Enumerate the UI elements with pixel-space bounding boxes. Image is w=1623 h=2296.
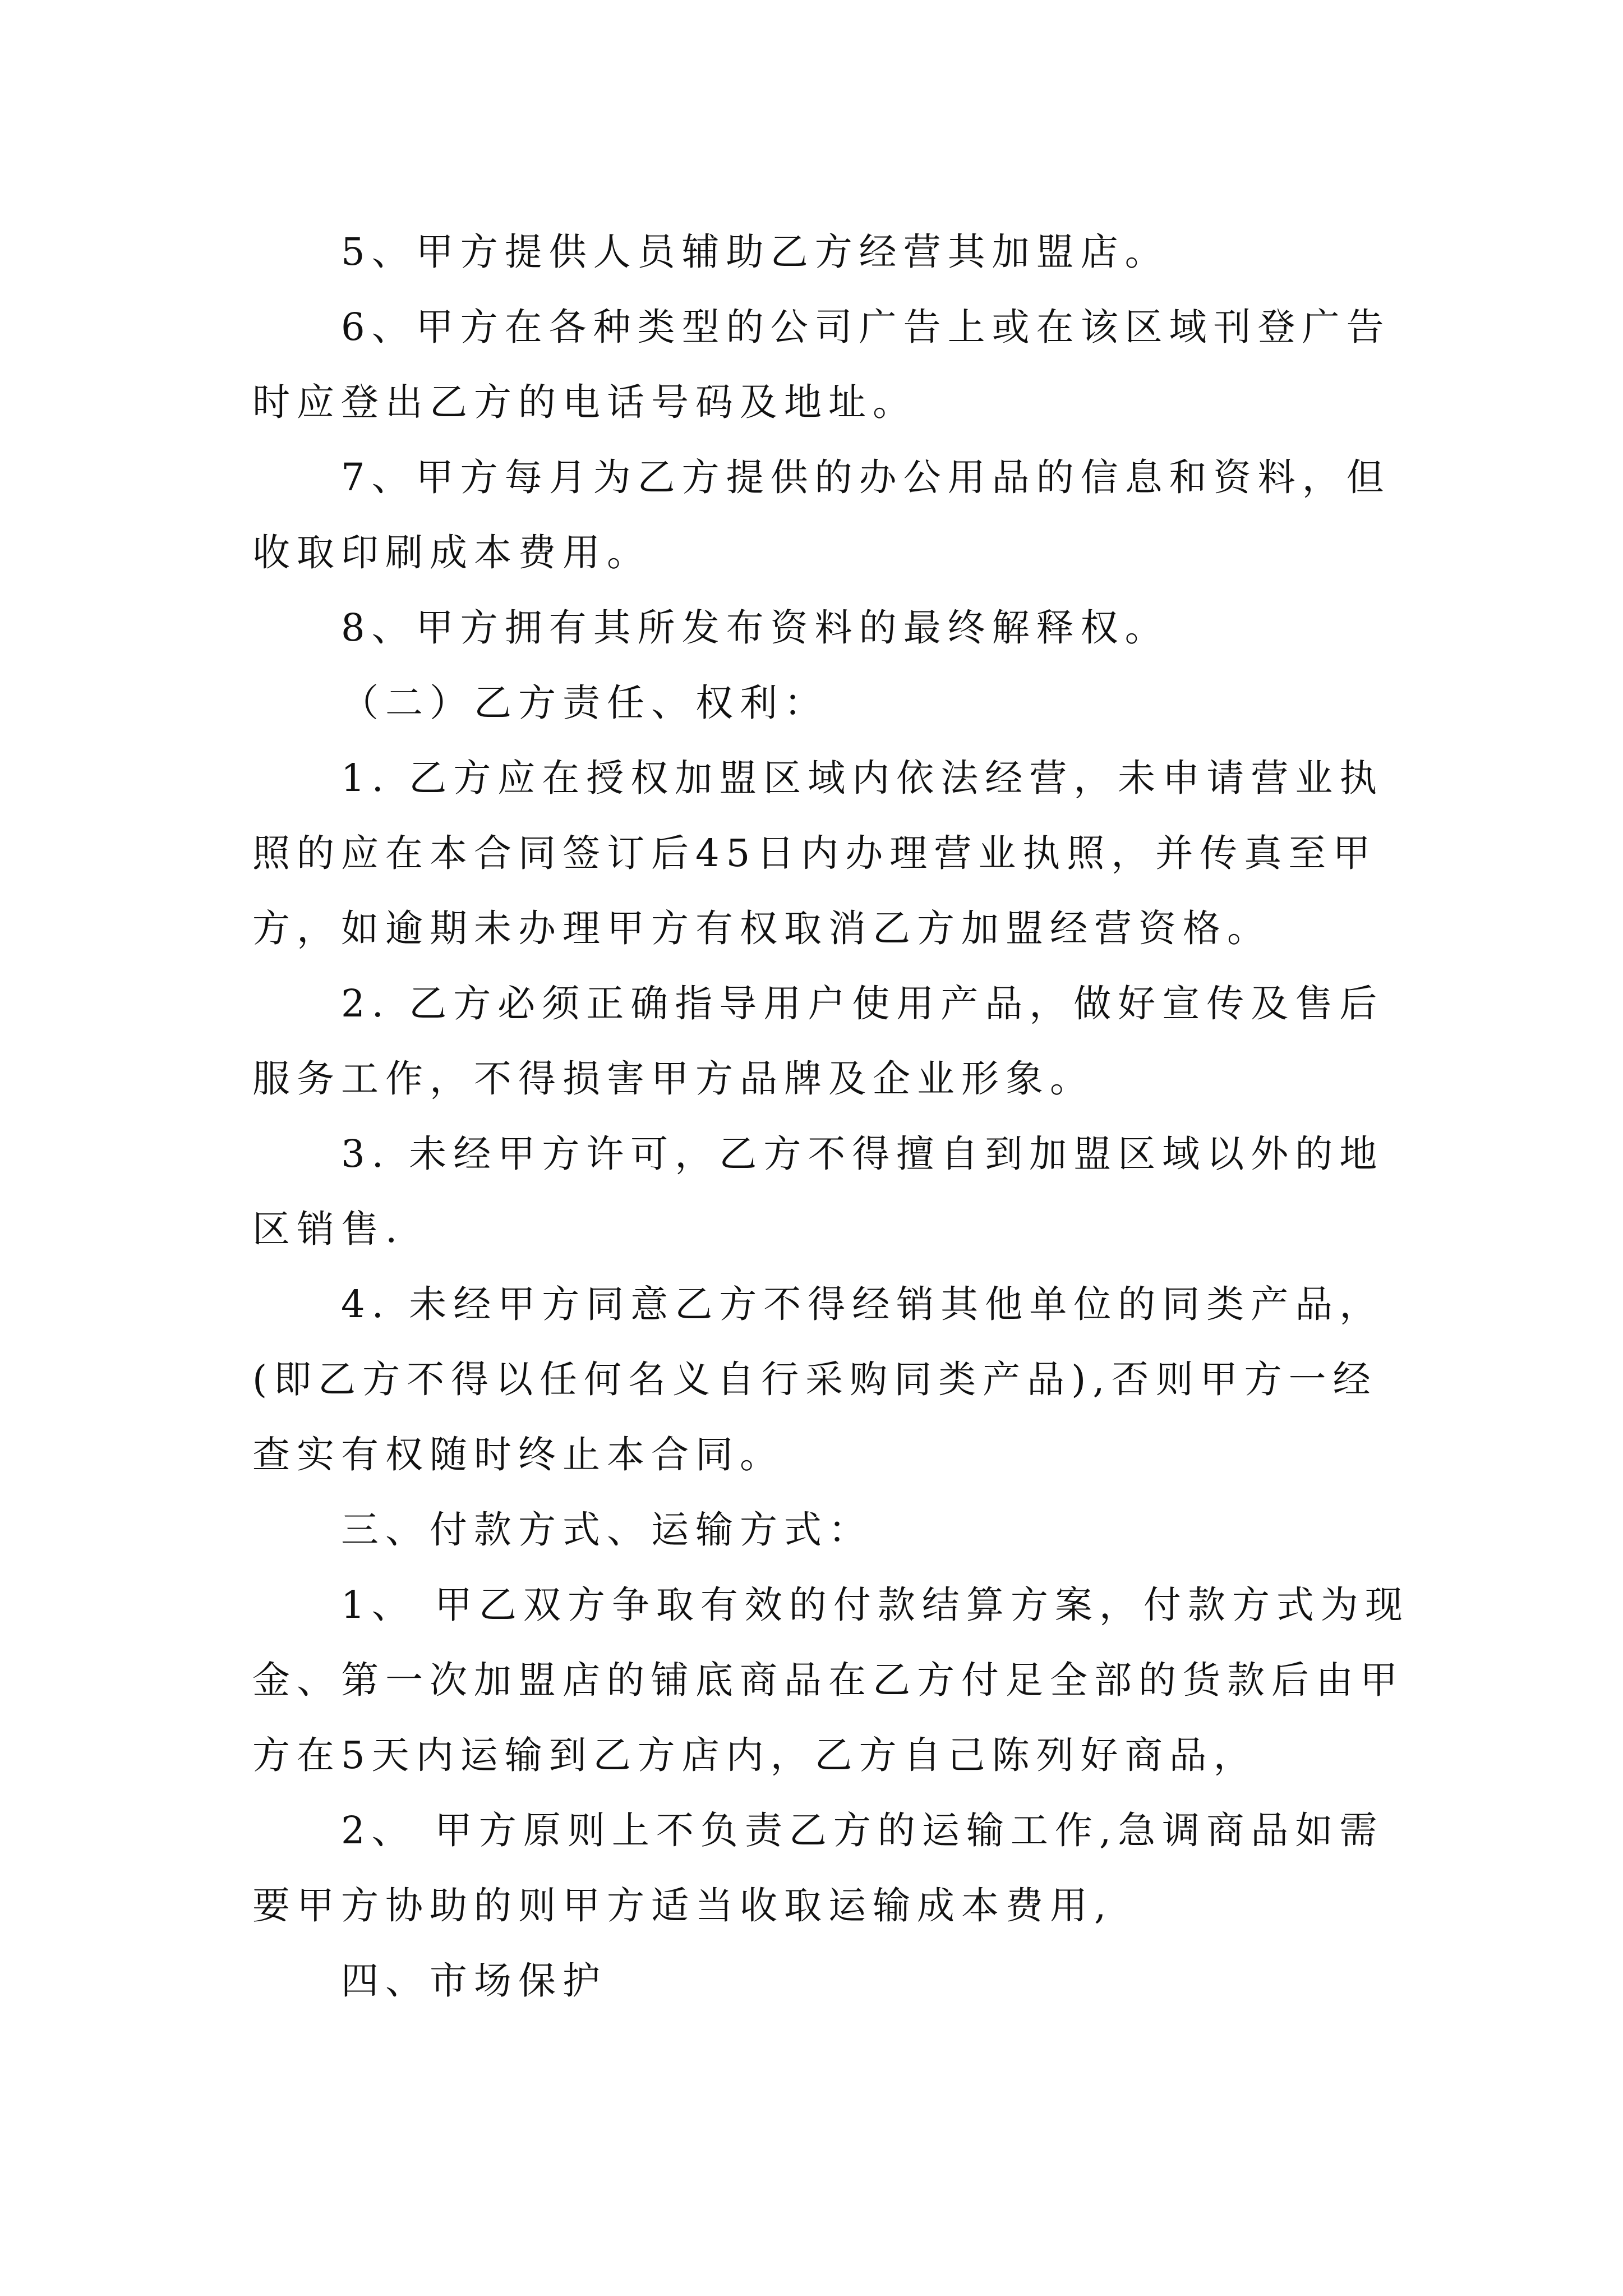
paragraph: [252, 289, 1391, 440]
paragraph: [252, 1793, 1384, 1943]
text-line: (即乙方不得以任何名义自行采购同类产品),否则甲方一经: [252, 1358, 1377, 1401]
text-line: 5、甲方提供人员辅助乙方经营其加盟店。: [341, 230, 1169, 274]
text-line: 2、 甲方原则上不负责乙方的运输工作,急调商品如需: [341, 1809, 1384, 1852]
paragraph: [252, 1567, 1409, 1793]
text-line: 时应登出乙方的电话号码及地址。: [252, 380, 917, 424]
text-line: 要甲方协助的则甲方适当收取运输成本费用,: [252, 1884, 1113, 1927]
text-line: 1. 乙方应在授权加盟区域内依法经营，未申请营业执: [341, 756, 1384, 800]
text-line: 查实有权随时终止本合同。: [252, 1433, 784, 1476]
paragraph: [252, 966, 1384, 1116]
text-line: 金、第一次加盟店的铺底商品在乙方付足全部的货款后由甲: [252, 1658, 1404, 1702]
section-heading: [252, 665, 1380, 740]
paragraph: [252, 590, 1380, 665]
paragraph: [252, 214, 1380, 289]
text-line: 方在5天内运输到乙方店内，乙方自己陈列好商品，: [252, 1733, 1258, 1777]
text-line: 1、 甲乙双方争取有效的付款结算方案，付款方式为现: [341, 1583, 1409, 1627]
text-line: 四、市场保护: [341, 1959, 607, 2003]
text-line: 4. 未经甲方同意乙方不得经销其他单位的同类产品，: [341, 1282, 1384, 1326]
paragraph: [252, 440, 1391, 590]
paragraph: [252, 740, 1384, 966]
text-line: 方，如逾期未办理甲方有权取消乙方加盟经营资格。: [252, 907, 1271, 950]
text-line: 8、甲方拥有其所发布资料的最终解释权。: [341, 606, 1169, 650]
text-line: 6、甲方在各种类型的公司广告上或在该区域刊登广告: [341, 305, 1391, 349]
section-heading: [252, 1492, 1380, 1567]
text-line: 区销售.: [252, 1207, 404, 1251]
text-line: 照的应在本合同签订后45日内办理营业执照，并传真至甲: [252, 831, 1377, 875]
text-line: 服务工作，不得损害甲方品牌及企业形象。: [252, 1057, 1094, 1101]
section-heading: [252, 1943, 1380, 2018]
text-line: 7、甲方每月为乙方提供的办公用品的信息和资料，但: [341, 455, 1391, 499]
paragraph: [252, 1267, 1384, 1492]
text-line: 3. 未经甲方许可，乙方不得擅自到加盟区域以外的地: [341, 1132, 1384, 1176]
paragraph: [252, 1116, 1384, 1267]
text-line: 三、付款方式、运输方式：: [341, 1508, 873, 1552]
text-line: 2. 乙方必须正确指导用户使用产品，做好宣传及售后: [341, 982, 1384, 1025]
text-line: （二）乙方责任、权利：: [341, 681, 828, 725]
document-body: [252, 214, 1409, 2018]
text-line: 收取印刷成本费用。: [252, 531, 651, 574]
